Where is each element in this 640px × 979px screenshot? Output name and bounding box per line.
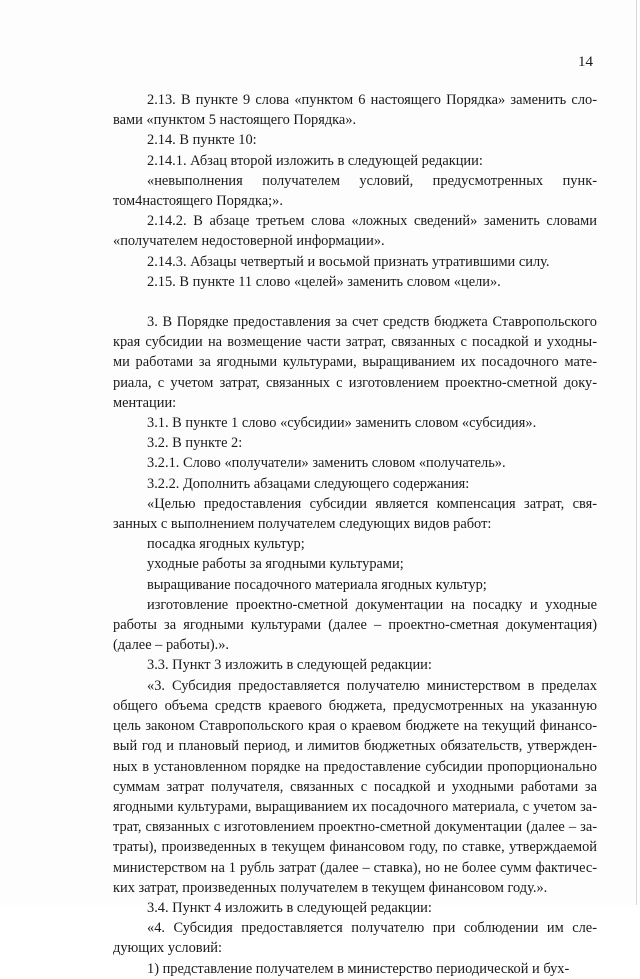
paragraph-quote-3: «3. Субсидия предоставляется получателю министерством в пределах общего объема средств краевого бюджета, предусмотренных на указанную цель законом Ставропольского края о краевом бюджете на текущий финансо-вый год и плановый период, и лимитов бюджетных обязательств, утвержден-ных в установленном порядке на предоставление субсидии пропорционально суммам затрат получателя, связанных с посадкой и уходными работами за ягодными культурами, выращиванием их посадочного материала, с учетом за-трат, связанных с изготовлением проектно-сметной документации (далее – за-траты), произведенных в текущем финансовом году, по ставке, утверждаемой министерством на 1 рубль затрат (далее – ставка), но не более сумм фактичес-ких затрат, произведенных получателем в текущем финансовом году.». [113,677,597,896]
list-item-care-works: уходные работы за ягодными культурами; [147,556,404,573]
page-edge-line [636,0,637,905]
paragraph-3-2-1: 3.2.1. Слово «получатели» заменить словом «получатель». [147,455,506,472]
list-item-design-documentation: изготовление проектно-сметной документации на посадку и уходные работы за ягодными культурами (далее – проектно-сметная документация) (далее – работы).». [113,596,597,654]
paragraph-condition-1: 1) представление получателем в министерство периодической и бух- [147,960,570,977]
paragraph-2-15: 2.15. В пункте 11 слово «целей» заменить словом «цели». [147,273,501,290]
paragraph-3-3: 3.3. Пункт 3 изложить в следующей редакции: [147,657,432,674]
paragraph-3-1: 3.1. В пункте 1 слово «субсидии» заменить словом «субсидия». [147,415,537,432]
paragraph-2-14-2: 2.14.2. В абзаце третьем слова «ложных сведений» заменить словами «получателем недостоверной информации». [113,213,597,250]
page-number: 14 [578,54,593,70]
list-item-planting: посадка ягодных культур; [147,536,305,553]
paragraph-3: 3. В Порядке предоставления за счет средств бюджета Ставропольского края субсидии на возмещение части затрат, связанных с посадкой и уходны-ми работами за ягодными культурами, выращиванием их посадочного мате-риала, с учетом затрат, связанных с изготовлением проектно-сметной доку-ментации: [113,314,597,411]
paragraph-quote-non-fulfillment: «невыполнения получателем условий, предусмотренных пунк-том4настоящего Порядка;». [113,172,597,210]
paragraph-2-14-3: 2.14.3. Абзацы четвертый и восьмой признать утратившими силу. [147,253,550,270]
paragraph-3-2: 3.2. В пункте 2: [147,435,243,452]
paragraph-3-2-2: 3.2.2. Дополнить абзацами следующего содержания: [147,475,470,492]
document-body [113,90,597,979]
paragraph-quote-4: «4. Субсидия предоставляется получателю при соблюдении им сле-дующих условий: [113,920,597,957]
paragraph-2-13: 2.13. В пункте 9 слова «пунктом 6 настоящего Порядка» заменить сло-вами «пунктом 5 настоящего Порядка». [113,92,597,129]
paragraph-2-14-1: 2.14.1. Абзац второй изложить в следующей редакции: [147,152,483,169]
paragraph-quote-purpose: «Целью предоставления субсидии является компенсация затрат, свя-занных с выполнением получателем следующих видов работ: [113,495,597,533]
paragraph-3-4: 3.4. Пункт 4 изложить в следующей редакции: [147,899,432,916]
paragraph-2-14: 2.14. В пункте 10: [147,132,257,149]
list-item-seedling-growing: выращивание посадочного материала ягодных культур; [147,576,487,593]
